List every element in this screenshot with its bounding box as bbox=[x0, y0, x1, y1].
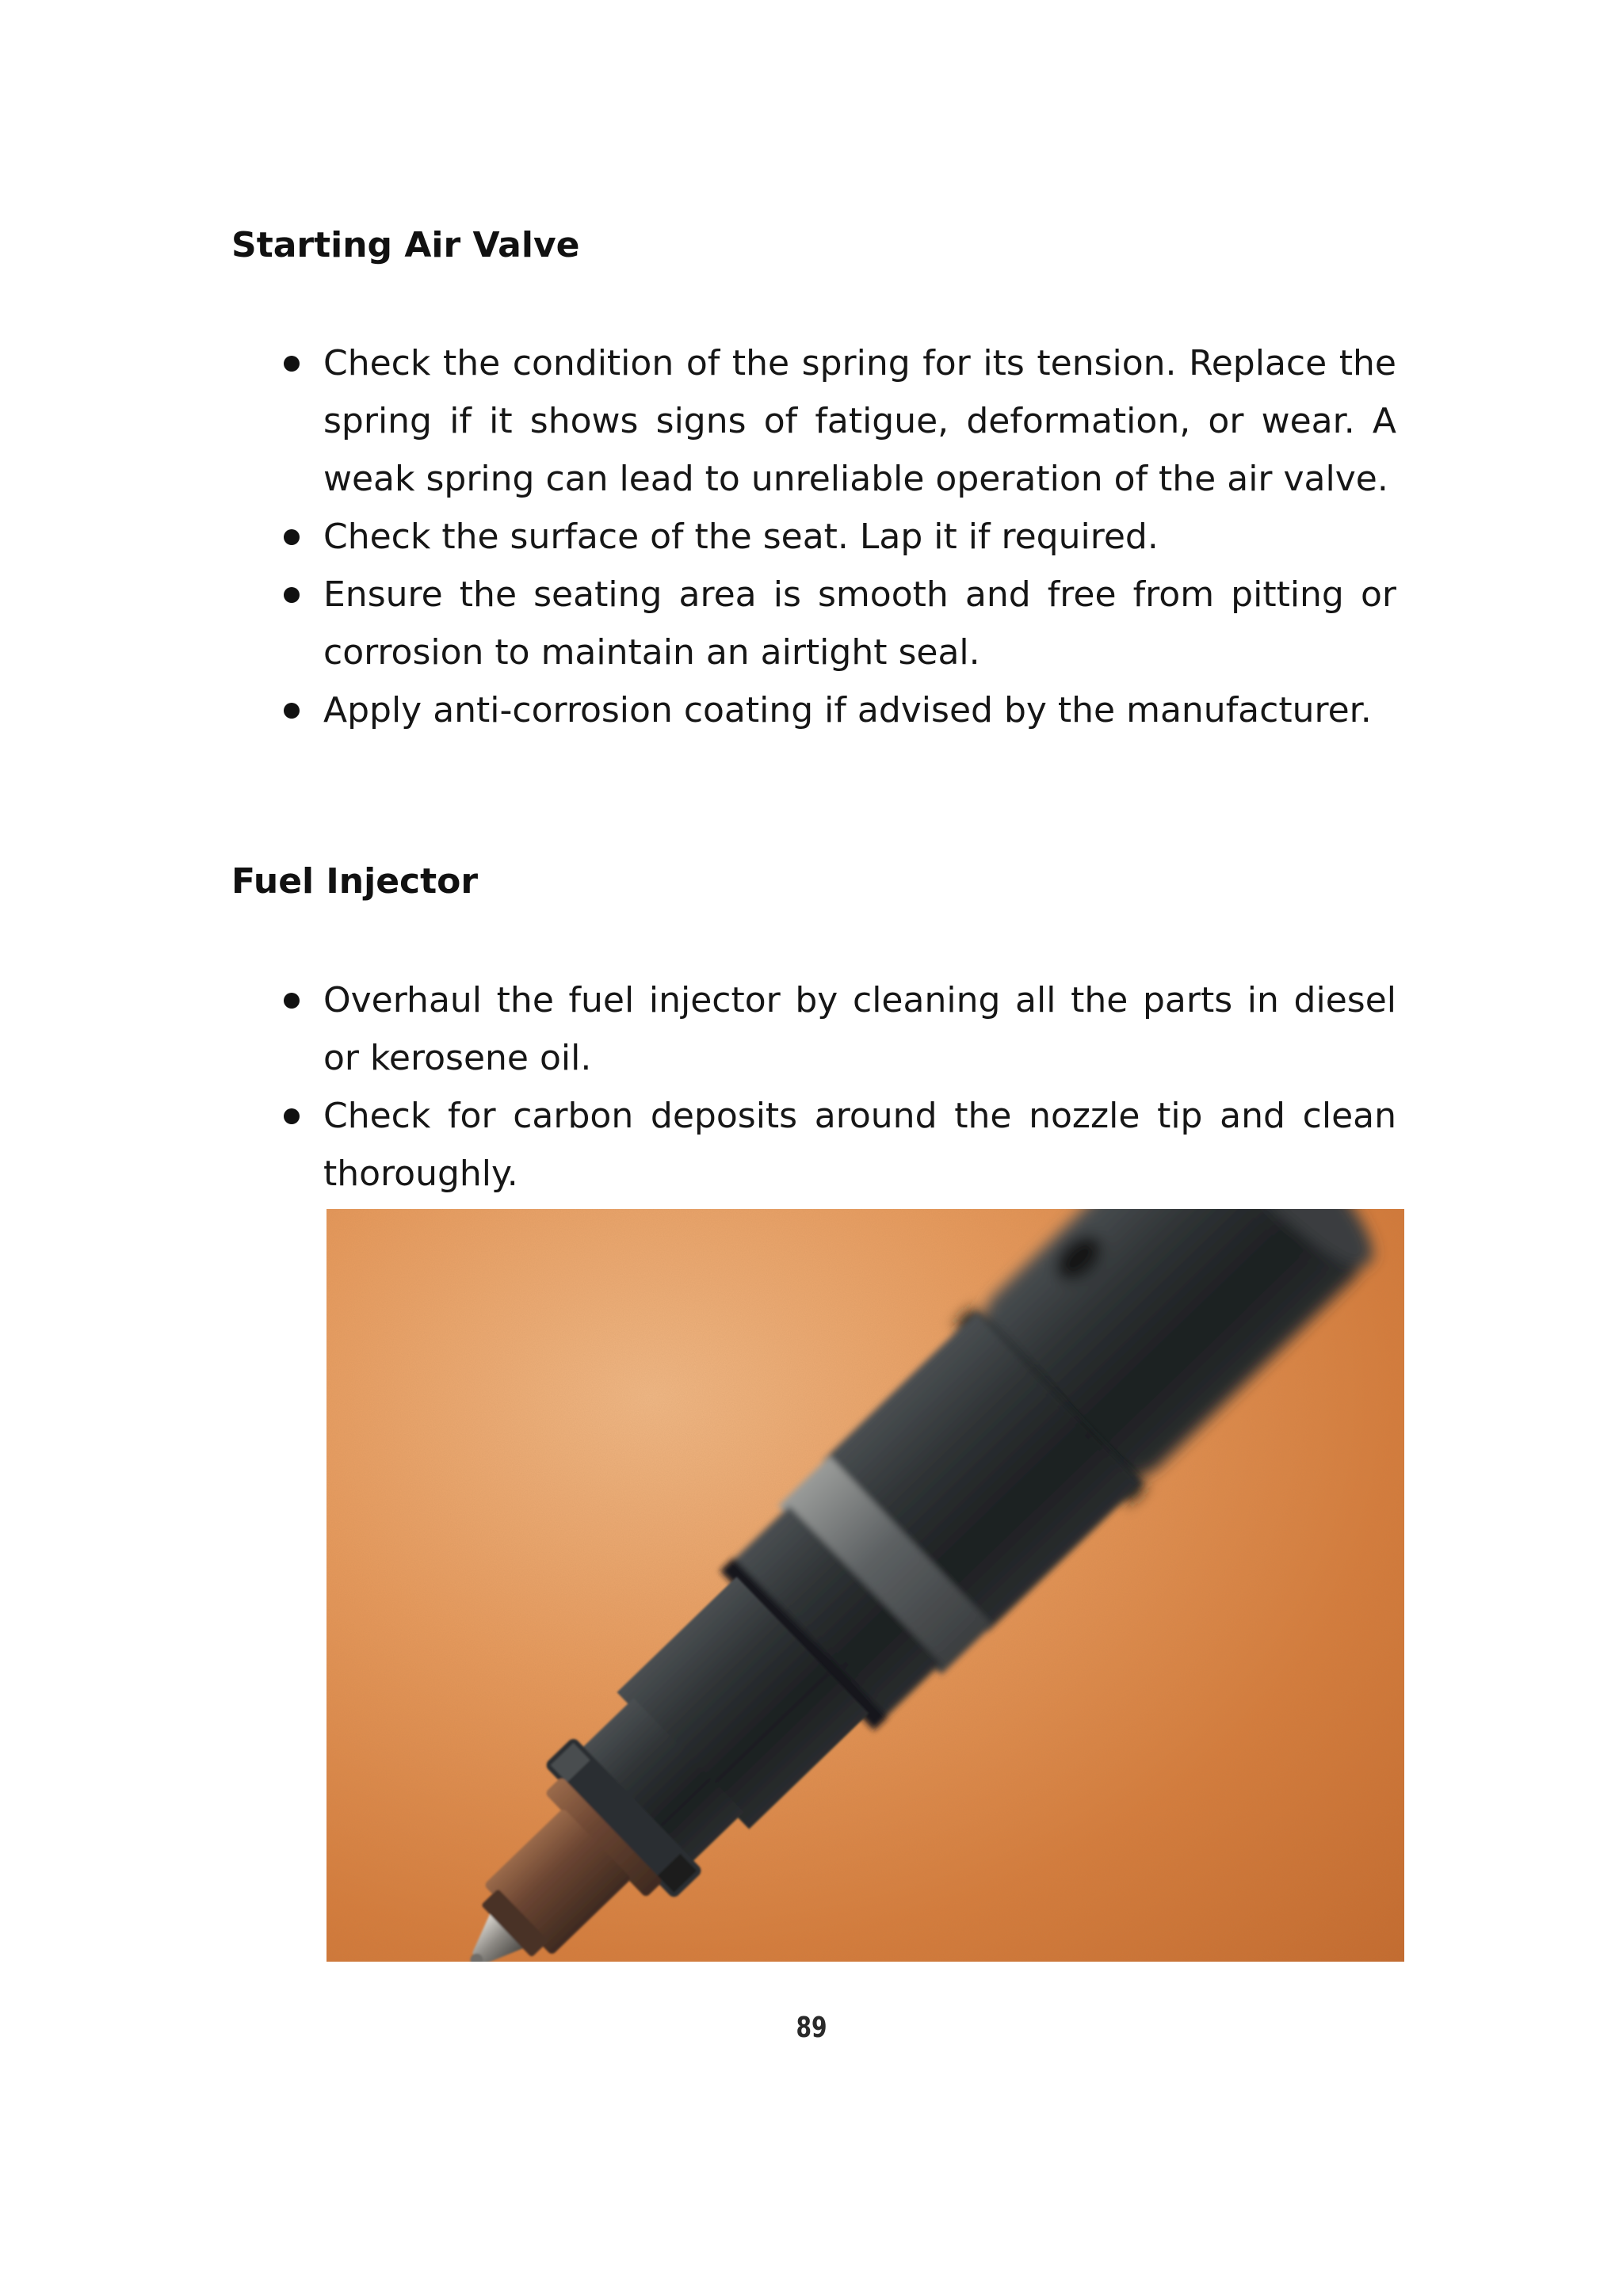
bullet-icon bbox=[284, 1108, 300, 1124]
list-item bbox=[271, 566, 1396, 681]
fuel-injector-photo bbox=[327, 1209, 1404, 1962]
fuel-injector-illustration bbox=[327, 1209, 1404, 1962]
list-item-text: Overhaul the fuel injector by cleaning all the parts in diesel or kerosene oil. bbox=[323, 980, 1396, 1078]
bullet-icon bbox=[284, 356, 300, 372]
section-heading-fuel-injector: Fuel Injector bbox=[231, 861, 479, 902]
bullet-icon bbox=[284, 703, 300, 719]
list-item-text: Check the condition of the spring for its tension. Replace the spring if it shows signs of fatigue, deformation, or wear. A weak spring can lead to unreliable operation of the air valve. bbox=[323, 343, 1396, 499]
page-number: 89 bbox=[796, 2012, 827, 2044]
list-item bbox=[271, 334, 1396, 508]
list-item bbox=[271, 508, 1396, 566]
list-item bbox=[271, 971, 1396, 1087]
bullet-icon bbox=[284, 993, 300, 1009]
bullet-icon bbox=[284, 587, 300, 603]
bullet-list-fuel-injector bbox=[271, 971, 1396, 1203]
list-item-text: Ensure the seating area is smooth and free from pitting or corrosion to maintain an airtight seal. bbox=[323, 574, 1396, 673]
bullet-icon bbox=[284, 529, 300, 545]
list-item-text: Apply anti-corrosion coating if advised by the manufacturer. bbox=[323, 690, 1372, 730]
list-item bbox=[271, 681, 1396, 739]
list-item bbox=[271, 1087, 1396, 1203]
section-heading-starting-air-valve: Starting Air Valve bbox=[231, 225, 580, 265]
list-item-text: Check for carbon deposits around the nozzle tip and clean thoroughly. bbox=[323, 1096, 1396, 1194]
list-item-text: Check the surface of the seat. Lap it if required. bbox=[323, 517, 1159, 557]
bullet-list-starting-air-valve bbox=[271, 334, 1396, 739]
